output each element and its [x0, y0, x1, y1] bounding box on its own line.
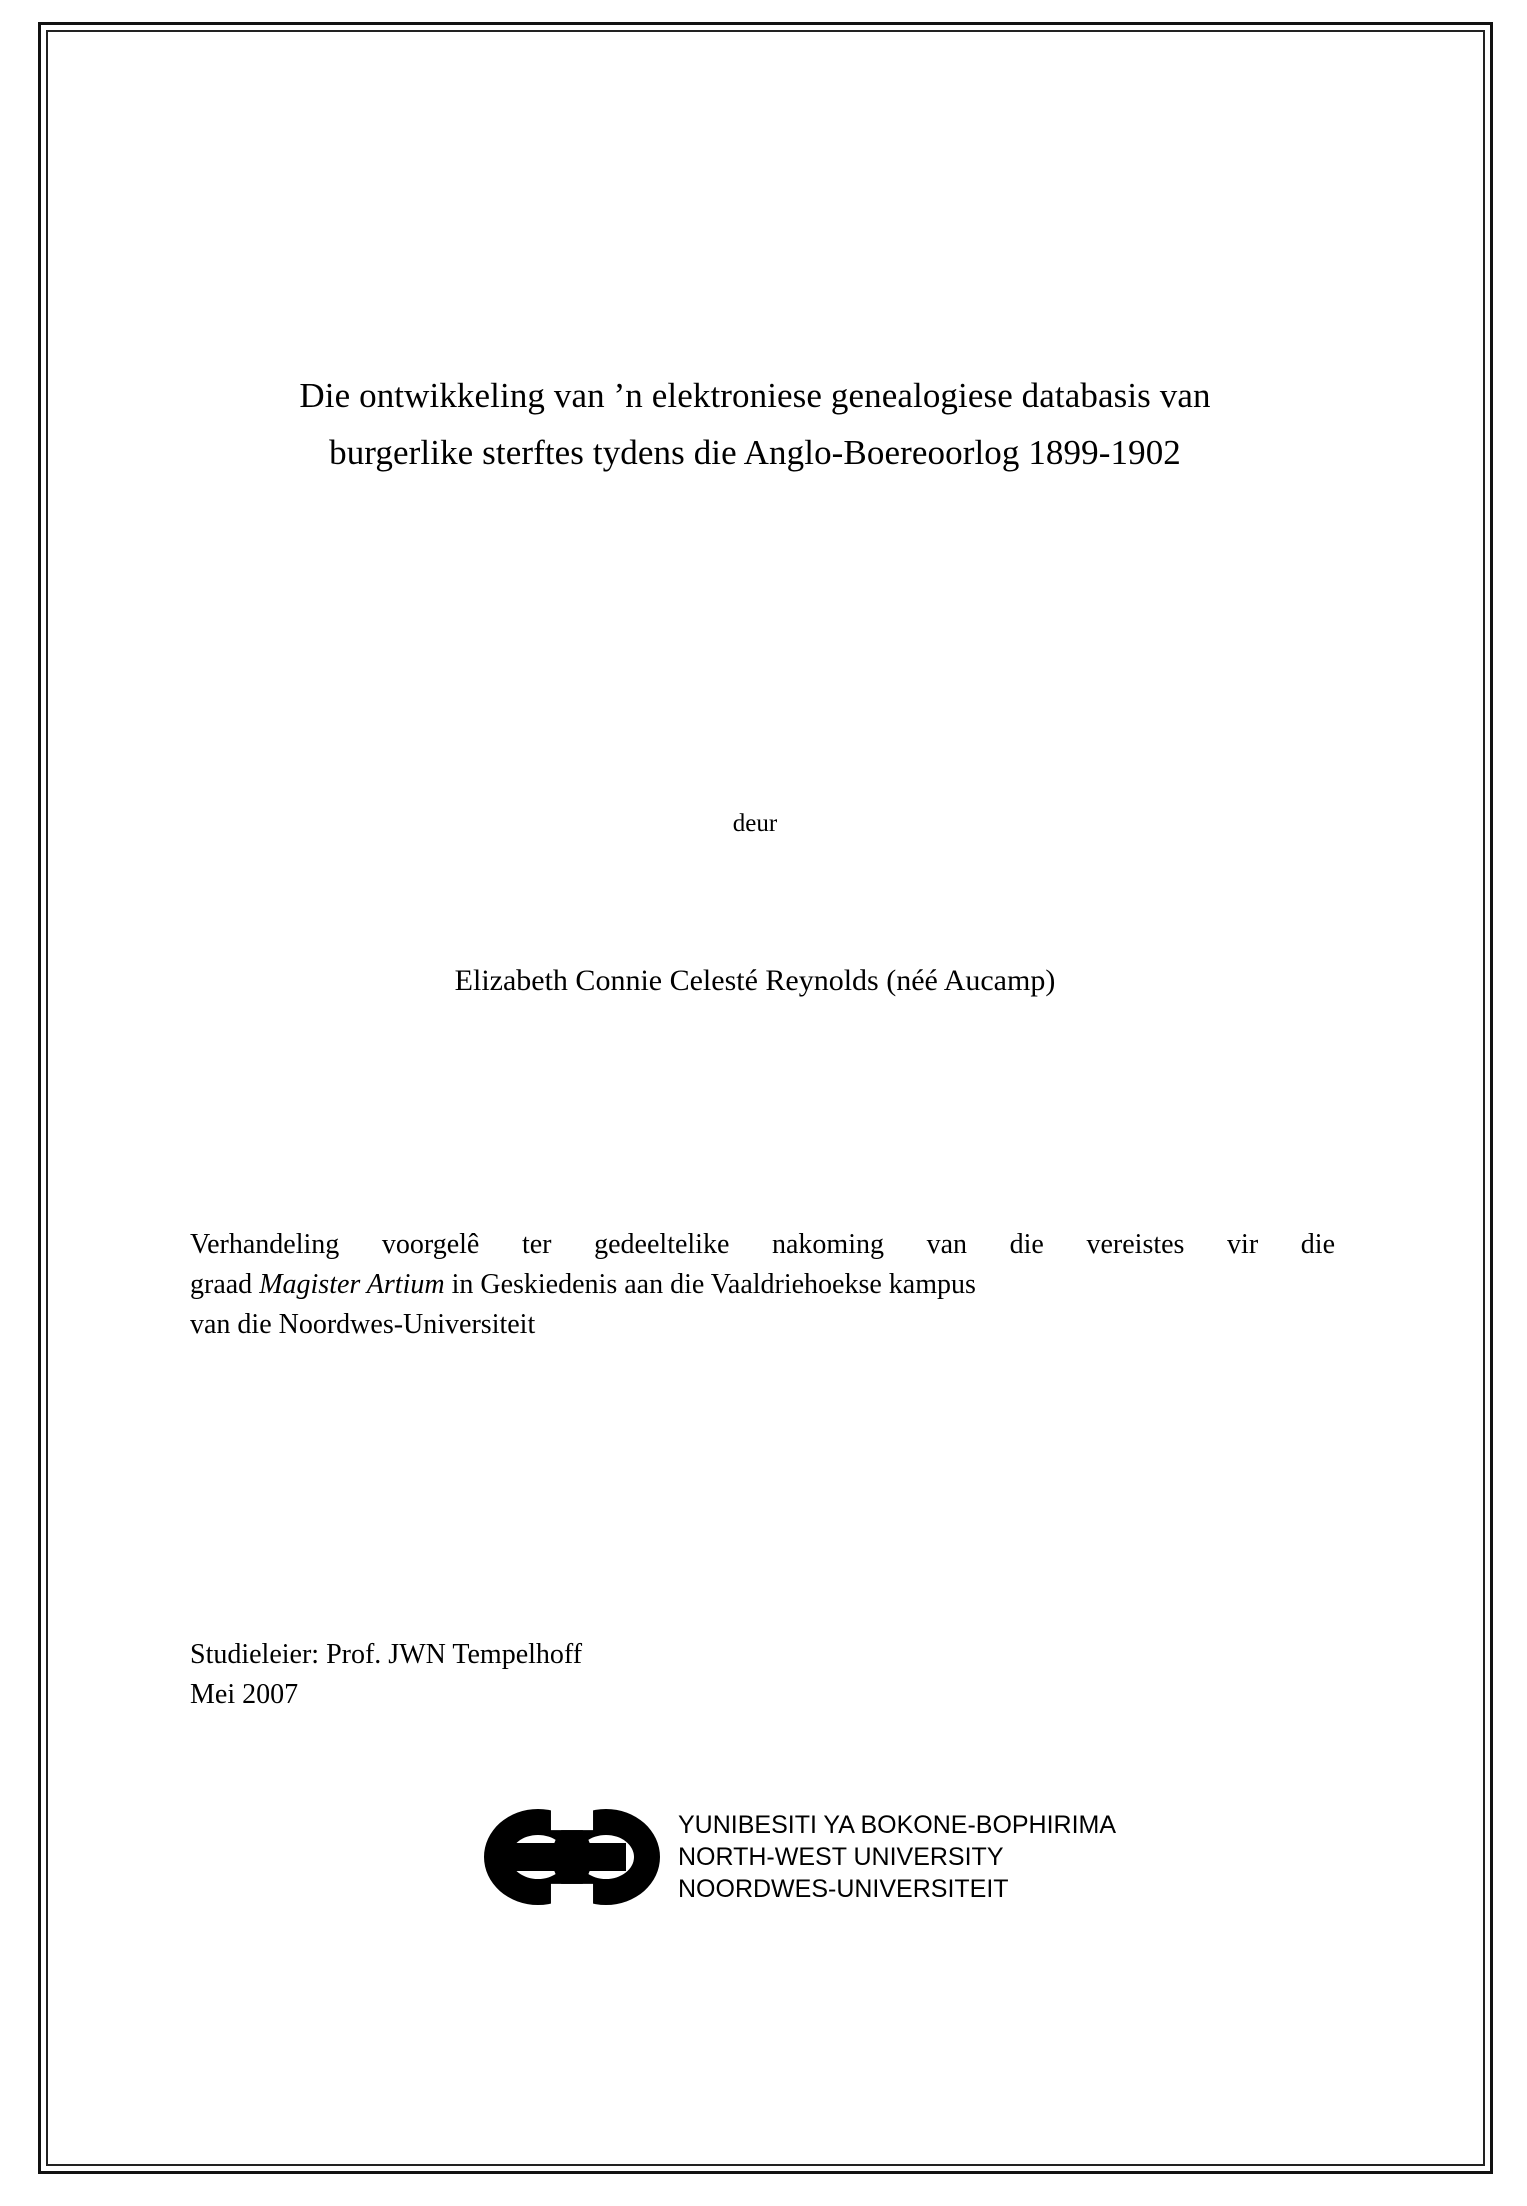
supervisor-line: Studieleier: Prof. JWN Tempelhoff: [190, 1639, 583, 1670]
degree-statement-line-2-pre: graad: [190, 1268, 260, 1300]
nwu-logo-icon: [480, 1803, 670, 1911]
title-page-content: [150, 0, 1360, 2206]
degree-statement-line-2: [190, 1265, 1335, 1305]
degree-statement-line-1: Verhandeling voorgelê ter gedeeltelike nakoming van die vereistes vir die: [190, 1229, 1335, 1260]
logo-text-line-2: NORTH-WEST UNIVERSITY: [678, 1843, 1004, 1871]
title-line-2: burgerlike sterftes tydens die Anglo-Boereoorlog 1899-1902: [329, 432, 1181, 472]
degree-statement-line-3: van die Noordwes-Universiteit: [190, 1308, 536, 1340]
document-title: [170, 368, 1340, 481]
degree-statement: [190, 1225, 1335, 1344]
supervisor-block: [190, 1635, 1090, 1715]
university-logo: [480, 1797, 1280, 1917]
logo-text-line-1: YUNIBESITI YA BOKONE-BOPHIRIMA: [678, 1811, 1117, 1839]
author-name: Elizabeth Connie Celesté Reynolds (néé Aucamp): [454, 964, 1056, 997]
title-line-1: Die ontwikkeling van ’n elektroniese genealogiese databasis van: [299, 376, 1211, 415]
degree-statement-line-2-post: in Geskiedenis aan die Vaaldriehoekse kampus: [444, 1268, 976, 1300]
degree-name: Magister Artium: [259, 1268, 445, 1300]
by-label: deur: [732, 810, 778, 837]
logo-bar: [508, 1843, 626, 1871]
logo-text-line-3: NOORDWES-UNIVERSITEIT: [678, 1875, 1009, 1903]
date-line: Mei 2007: [190, 1678, 299, 1710]
university-logo-text: [678, 1809, 1116, 1905]
